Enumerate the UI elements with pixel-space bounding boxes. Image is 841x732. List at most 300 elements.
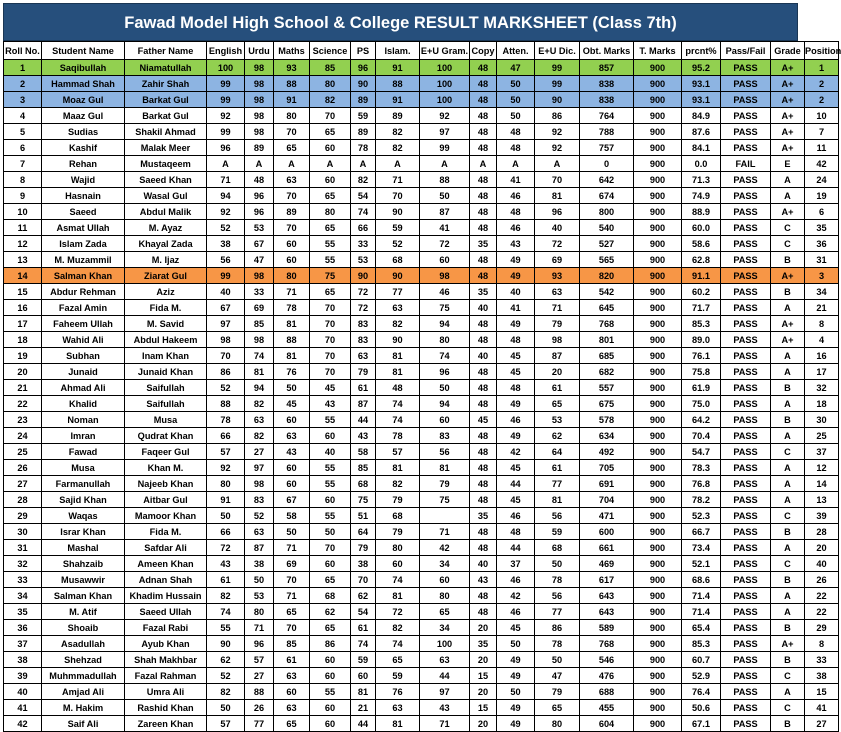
table-cell: 90 bbox=[535, 92, 580, 108]
table-cell: 70 bbox=[535, 172, 580, 188]
table-cell: B bbox=[771, 252, 805, 268]
table-cell: 24 bbox=[805, 172, 839, 188]
table-cell: 29 bbox=[805, 620, 839, 636]
table-cell: 70 bbox=[274, 124, 310, 140]
table-cell: 48 bbox=[470, 76, 497, 92]
table-row bbox=[4, 284, 839, 300]
table-cell: 80 bbox=[535, 716, 580, 732]
table-cell: 70 bbox=[351, 572, 376, 588]
table-row bbox=[4, 412, 839, 428]
table-cell: 93.1 bbox=[682, 76, 721, 92]
table-cell: Shahzaib bbox=[42, 556, 125, 572]
table-cell: 28 bbox=[4, 492, 42, 508]
table-cell: 44 bbox=[420, 668, 470, 684]
table-cell: C bbox=[771, 556, 805, 572]
table-row bbox=[4, 428, 839, 444]
table-row bbox=[4, 604, 839, 620]
table-cell: 0 bbox=[580, 156, 634, 172]
table-cell: PASS bbox=[721, 556, 771, 572]
table-row bbox=[4, 156, 839, 172]
table-cell: 900 bbox=[634, 444, 682, 460]
table-cell: 11 bbox=[4, 220, 42, 236]
table-cell: 94 bbox=[245, 380, 274, 396]
table-cell: 55 bbox=[310, 508, 351, 524]
table-cell: A bbox=[771, 396, 805, 412]
table-cell: 74.9 bbox=[682, 188, 721, 204]
table-cell: 88 bbox=[245, 684, 274, 700]
table-cell: 89 bbox=[274, 204, 310, 220]
table-cell: 21 bbox=[4, 380, 42, 396]
table-cell: 44 bbox=[351, 412, 376, 428]
table-cell: 47 bbox=[535, 668, 580, 684]
table-cell: Hammad Shah bbox=[42, 76, 125, 92]
table-cell: 45 bbox=[497, 620, 535, 636]
table-cell: 80 bbox=[310, 76, 351, 92]
table-cell: 77 bbox=[245, 716, 274, 732]
table-cell: 49 bbox=[497, 668, 535, 684]
table-cell: C bbox=[771, 444, 805, 460]
table-cell: 900 bbox=[634, 652, 682, 668]
table-cell: 53 bbox=[245, 220, 274, 236]
table-cell: 43 bbox=[351, 428, 376, 444]
table-cell: B bbox=[771, 524, 805, 540]
table-cell: 60 bbox=[420, 412, 470, 428]
table-cell: 91 bbox=[376, 60, 420, 76]
table-cell: 38 bbox=[4, 652, 42, 668]
table-cell: 44 bbox=[497, 476, 535, 492]
table-cell: 95.2 bbox=[682, 60, 721, 76]
table-cell: 99 bbox=[207, 268, 245, 284]
table-cell: M. Atif bbox=[42, 604, 125, 620]
table-cell: 60 bbox=[420, 252, 470, 268]
table-cell: 93 bbox=[274, 60, 310, 76]
table-cell: 10 bbox=[805, 108, 839, 124]
table-cell: 900 bbox=[634, 124, 682, 140]
table-cell: 90 bbox=[376, 332, 420, 348]
table-cell: 81 bbox=[274, 348, 310, 364]
table-cell: 70 bbox=[274, 572, 310, 588]
table-cell: 900 bbox=[634, 172, 682, 188]
table-cell: PASS bbox=[721, 412, 771, 428]
table-cell: Wajid bbox=[42, 172, 125, 188]
table-cell: 57 bbox=[207, 716, 245, 732]
table-cell: 15 bbox=[470, 668, 497, 684]
table-cell: 49 bbox=[497, 716, 535, 732]
table-cell: 21 bbox=[805, 300, 839, 316]
table-cell: 83 bbox=[420, 428, 470, 444]
table-cell: Wasal Gul bbox=[125, 188, 207, 204]
table-cell: 65 bbox=[310, 220, 351, 236]
table-cell: 65 bbox=[535, 396, 580, 412]
table-row bbox=[4, 76, 839, 92]
header-row bbox=[4, 42, 839, 60]
table-cell: 900 bbox=[634, 460, 682, 476]
table-cell: 27 bbox=[4, 476, 42, 492]
table-cell: 81 bbox=[245, 364, 274, 380]
table-cell: 32 bbox=[4, 556, 42, 572]
table-cell: 40 bbox=[470, 348, 497, 364]
table-cell: 54 bbox=[351, 188, 376, 204]
table-cell: 98 bbox=[245, 268, 274, 284]
table-cell: 900 bbox=[634, 668, 682, 684]
table-cell: A bbox=[274, 156, 310, 172]
table-cell: 99 bbox=[207, 76, 245, 92]
table-cell: Khalid bbox=[42, 396, 125, 412]
table-cell: Rehan bbox=[42, 156, 125, 172]
table-cell: 25 bbox=[4, 444, 42, 460]
table-cell: 60 bbox=[310, 428, 351, 444]
table-cell: 48 bbox=[245, 172, 274, 188]
table-cell: 65 bbox=[310, 620, 351, 636]
table-row bbox=[4, 316, 839, 332]
table-cell: 79 bbox=[351, 364, 376, 380]
table-cell: Saeed bbox=[42, 204, 125, 220]
table-cell: 61.9 bbox=[682, 380, 721, 396]
table-cell: 78 bbox=[274, 300, 310, 316]
table-cell: 22 bbox=[805, 604, 839, 620]
table-cell: 71 bbox=[420, 716, 470, 732]
table-cell: 42 bbox=[4, 716, 42, 732]
table-cell: 92 bbox=[535, 140, 580, 156]
table-cell: Saifullah bbox=[125, 396, 207, 412]
column-header: Science bbox=[310, 42, 351, 60]
table-cell: 44 bbox=[497, 540, 535, 556]
table-cell: 35 bbox=[805, 220, 839, 236]
table-cell: 900 bbox=[634, 684, 682, 700]
table-cell: Fazal Amin bbox=[42, 300, 125, 316]
table-cell: 35 bbox=[4, 604, 42, 620]
table-cell: 49 bbox=[497, 252, 535, 268]
table-cell: 93.1 bbox=[682, 92, 721, 108]
table-cell bbox=[420, 508, 470, 524]
table-cell: 55 bbox=[310, 476, 351, 492]
table-cell: 100 bbox=[207, 60, 245, 76]
table-cell: Zahir Shah bbox=[125, 76, 207, 92]
table-cell: Asadullah bbox=[42, 636, 125, 652]
table-cell: 46 bbox=[497, 412, 535, 428]
table-cell: 900 bbox=[634, 140, 682, 156]
table-cell: 92 bbox=[420, 108, 470, 124]
table-cell: 43 bbox=[274, 444, 310, 460]
table-cell: 86 bbox=[207, 364, 245, 380]
table-cell: 61 bbox=[274, 652, 310, 668]
table-cell: 48 bbox=[470, 172, 497, 188]
table-cell: 60 bbox=[274, 236, 310, 252]
table-cell: 67 bbox=[207, 300, 245, 316]
table-cell: 80 bbox=[274, 108, 310, 124]
table-cell: C bbox=[771, 220, 805, 236]
table-cell: 82 bbox=[207, 684, 245, 700]
column-header: Urdu bbox=[245, 42, 274, 60]
table-cell: Noman bbox=[42, 412, 125, 428]
column-header: Copy bbox=[470, 42, 497, 60]
column-header: Position bbox=[805, 42, 839, 60]
table-cell: 13 bbox=[4, 252, 42, 268]
table-cell: 688 bbox=[580, 684, 634, 700]
table-cell: 60 bbox=[420, 572, 470, 588]
table-cell: Fawad bbox=[42, 444, 125, 460]
table-cell: 7 bbox=[4, 156, 42, 172]
table-cell: 57 bbox=[245, 652, 274, 668]
table-cell: 52 bbox=[245, 508, 274, 524]
table-cell: 66 bbox=[207, 524, 245, 540]
table-cell: 19 bbox=[4, 348, 42, 364]
table-cell: 70 bbox=[274, 220, 310, 236]
table-cell: 661 bbox=[580, 540, 634, 556]
table-cell: PASS bbox=[721, 540, 771, 556]
table-cell: 40 bbox=[470, 556, 497, 572]
table-cell: 46 bbox=[497, 188, 535, 204]
table-cell: PASS bbox=[721, 460, 771, 476]
table-cell: 50 bbox=[497, 92, 535, 108]
table-row bbox=[4, 92, 839, 108]
table-cell: 36 bbox=[805, 236, 839, 252]
table-cell: 45 bbox=[497, 460, 535, 476]
table-cell: 100 bbox=[420, 92, 470, 108]
table-cell: A bbox=[771, 684, 805, 700]
table-cell: 48 bbox=[470, 460, 497, 476]
table-cell: 39 bbox=[805, 508, 839, 524]
table-cell: 900 bbox=[634, 492, 682, 508]
table-row bbox=[4, 572, 839, 588]
table-cell: 492 bbox=[580, 444, 634, 460]
table-cell: 75.8 bbox=[682, 364, 721, 380]
table-cell: 90 bbox=[351, 268, 376, 284]
table-cell: 48 bbox=[497, 124, 535, 140]
table-cell: 26 bbox=[245, 700, 274, 716]
table-cell: 53 bbox=[535, 412, 580, 428]
table-cell: 32 bbox=[805, 380, 839, 396]
table-cell: 8 bbox=[4, 172, 42, 188]
table-cell: 838 bbox=[580, 76, 634, 92]
table-cell: 900 bbox=[634, 236, 682, 252]
table-cell: 100 bbox=[420, 60, 470, 76]
table-cell: 71 bbox=[207, 172, 245, 188]
table-cell: 91 bbox=[274, 92, 310, 108]
table-cell: 65 bbox=[535, 700, 580, 716]
table-cell: 60 bbox=[310, 668, 351, 684]
table-cell: 82 bbox=[245, 428, 274, 444]
table-cell: 96 bbox=[245, 204, 274, 220]
table-cell: 20 bbox=[470, 652, 497, 668]
table-cell: 900 bbox=[634, 508, 682, 524]
marksheet bbox=[3, 3, 841, 732]
table-cell: 69 bbox=[245, 300, 274, 316]
table-cell: 8 bbox=[805, 316, 839, 332]
table-cell: Maaz Gul bbox=[42, 108, 125, 124]
table-cell: 674 bbox=[580, 188, 634, 204]
table-cell: 60 bbox=[274, 684, 310, 700]
table-cell: PASS bbox=[721, 284, 771, 300]
table-cell: Imran bbox=[42, 428, 125, 444]
table-cell: Sajid Khan bbox=[42, 492, 125, 508]
table-cell: 41 bbox=[420, 220, 470, 236]
table-cell: 900 bbox=[634, 204, 682, 220]
table-cell: Ahmad Ali bbox=[42, 380, 125, 396]
table-cell: 45 bbox=[274, 396, 310, 412]
table-cell: 80 bbox=[207, 476, 245, 492]
results-table bbox=[3, 41, 839, 732]
table-cell: 48 bbox=[470, 476, 497, 492]
table-cell: 1 bbox=[805, 60, 839, 76]
table-cell: 78 bbox=[207, 412, 245, 428]
table-cell: 70.4 bbox=[682, 428, 721, 444]
table-cell: Faheem Ullah bbox=[42, 316, 125, 332]
table-cell: 82 bbox=[376, 620, 420, 636]
table-cell: 685 bbox=[580, 348, 634, 364]
table-cell: 80 bbox=[274, 268, 310, 284]
table-cell: 99 bbox=[535, 60, 580, 76]
table-row bbox=[4, 700, 839, 716]
table-cell: 23 bbox=[4, 412, 42, 428]
table-cell: 15 bbox=[4, 284, 42, 300]
table-cell: Khadim Hussain bbox=[125, 588, 207, 604]
table-cell: 72 bbox=[376, 604, 420, 620]
table-cell: 65 bbox=[310, 572, 351, 588]
table-cell: 50 bbox=[207, 508, 245, 524]
table-cell: Shehzad bbox=[42, 652, 125, 668]
table-cell: 82 bbox=[376, 316, 420, 332]
table-cell: 74 bbox=[351, 204, 376, 220]
table-cell: 68.6 bbox=[682, 572, 721, 588]
table-cell: 20 bbox=[470, 620, 497, 636]
table-cell: 11 bbox=[805, 140, 839, 156]
table-cell: 48 bbox=[497, 204, 535, 220]
table-cell: PASS bbox=[721, 428, 771, 444]
table-cell: 900 bbox=[634, 604, 682, 620]
table-cell: Saif Ali bbox=[42, 716, 125, 732]
table-cell: 900 bbox=[634, 92, 682, 108]
table-cell: Israr Khan bbox=[42, 524, 125, 540]
table-cell: 63 bbox=[245, 412, 274, 428]
table-cell: PASS bbox=[721, 172, 771, 188]
table-cell: 92 bbox=[207, 460, 245, 476]
column-header: E+U Gram. bbox=[420, 42, 470, 60]
table-cell: 75 bbox=[420, 300, 470, 316]
table-cell: 55 bbox=[207, 620, 245, 636]
table-cell: 768 bbox=[580, 636, 634, 652]
table-cell: 634 bbox=[580, 428, 634, 444]
table-cell: 900 bbox=[634, 588, 682, 604]
table-cell: 540 bbox=[580, 220, 634, 236]
table-cell: Fida M. bbox=[125, 524, 207, 540]
table-cell: PASS bbox=[721, 700, 771, 716]
table-cell: 59 bbox=[376, 668, 420, 684]
table-cell: 63 bbox=[274, 668, 310, 684]
column-header: T. Marks bbox=[634, 42, 682, 60]
table-cell: 41 bbox=[805, 700, 839, 716]
table-cell: 617 bbox=[580, 572, 634, 588]
table-cell: 48 bbox=[470, 316, 497, 332]
table-cell: 52 bbox=[207, 380, 245, 396]
table-cell: 39 bbox=[4, 668, 42, 684]
table-cell: 74 bbox=[376, 572, 420, 588]
table-cell: 57 bbox=[376, 444, 420, 460]
table-row bbox=[4, 492, 839, 508]
table-cell: A bbox=[535, 156, 580, 172]
table-cell: 900 bbox=[634, 396, 682, 412]
table-cell: 56 bbox=[535, 588, 580, 604]
table-cell: 65 bbox=[274, 140, 310, 156]
table-cell: 48 bbox=[470, 444, 497, 460]
table-cell: 49 bbox=[497, 268, 535, 284]
table-cell: E bbox=[771, 156, 805, 172]
table-cell: 645 bbox=[580, 300, 634, 316]
table-cell: 59 bbox=[376, 220, 420, 236]
table-cell: 33 bbox=[351, 236, 376, 252]
table-cell: 81 bbox=[376, 716, 420, 732]
table-cell: 15 bbox=[470, 700, 497, 716]
table-cell: PASS bbox=[721, 108, 771, 124]
table-row bbox=[4, 364, 839, 380]
table-cell: 88 bbox=[376, 76, 420, 92]
table-cell: 78.3 bbox=[682, 460, 721, 476]
table-row bbox=[4, 60, 839, 76]
table-cell: 45 bbox=[497, 492, 535, 508]
table-cell: 36 bbox=[4, 620, 42, 636]
table-cell: 64.2 bbox=[682, 412, 721, 428]
table-cell: Adnan Shah bbox=[125, 572, 207, 588]
table-cell: 60.7 bbox=[682, 652, 721, 668]
table-cell: B bbox=[771, 652, 805, 668]
table-cell: 67.1 bbox=[682, 716, 721, 732]
table-cell: 98 bbox=[245, 60, 274, 76]
table-cell: 48 bbox=[470, 604, 497, 620]
table-cell: A bbox=[771, 492, 805, 508]
table-cell: Inam Khan bbox=[125, 348, 207, 364]
table-cell: 63 bbox=[535, 284, 580, 300]
table-cell: 35 bbox=[470, 636, 497, 652]
table-cell: 2 bbox=[4, 76, 42, 92]
table-cell: 42 bbox=[805, 156, 839, 172]
table-cell: 72 bbox=[420, 236, 470, 252]
table-cell: 62 bbox=[207, 652, 245, 668]
table-cell: 89 bbox=[245, 140, 274, 156]
table-cell: 80 bbox=[310, 204, 351, 220]
table-cell: PASS bbox=[721, 572, 771, 588]
table-cell: 68 bbox=[535, 540, 580, 556]
table-cell: 64 bbox=[535, 444, 580, 460]
table-cell: 87 bbox=[535, 348, 580, 364]
table-cell: 24 bbox=[4, 428, 42, 444]
table-cell: 61 bbox=[351, 380, 376, 396]
table-cell: 49 bbox=[497, 396, 535, 412]
table-cell: 74 bbox=[376, 412, 420, 428]
table-cell: 48 bbox=[470, 540, 497, 556]
table-cell: 84.1 bbox=[682, 140, 721, 156]
table-cell: 21 bbox=[351, 700, 376, 716]
table-cell: A bbox=[310, 156, 351, 172]
table-cell: 50 bbox=[497, 108, 535, 124]
table-cell: 50 bbox=[274, 524, 310, 540]
table-cell: 66.7 bbox=[682, 524, 721, 540]
table-cell: 68 bbox=[376, 508, 420, 524]
table-body bbox=[4, 60, 839, 732]
table-cell: 90 bbox=[376, 204, 420, 220]
table-cell: 27 bbox=[245, 668, 274, 684]
table-cell: 38 bbox=[245, 556, 274, 572]
table-cell: 60 bbox=[310, 716, 351, 732]
table-cell: PASS bbox=[721, 140, 771, 156]
table-cell: 6 bbox=[4, 140, 42, 156]
table-cell: 89 bbox=[351, 124, 376, 140]
table-cell: 643 bbox=[580, 588, 634, 604]
table-cell: 63 bbox=[274, 700, 310, 716]
table-cell: 96 bbox=[245, 188, 274, 204]
table-cell: 4 bbox=[4, 108, 42, 124]
table-cell: 98 bbox=[245, 108, 274, 124]
table-cell: 48 bbox=[470, 364, 497, 380]
